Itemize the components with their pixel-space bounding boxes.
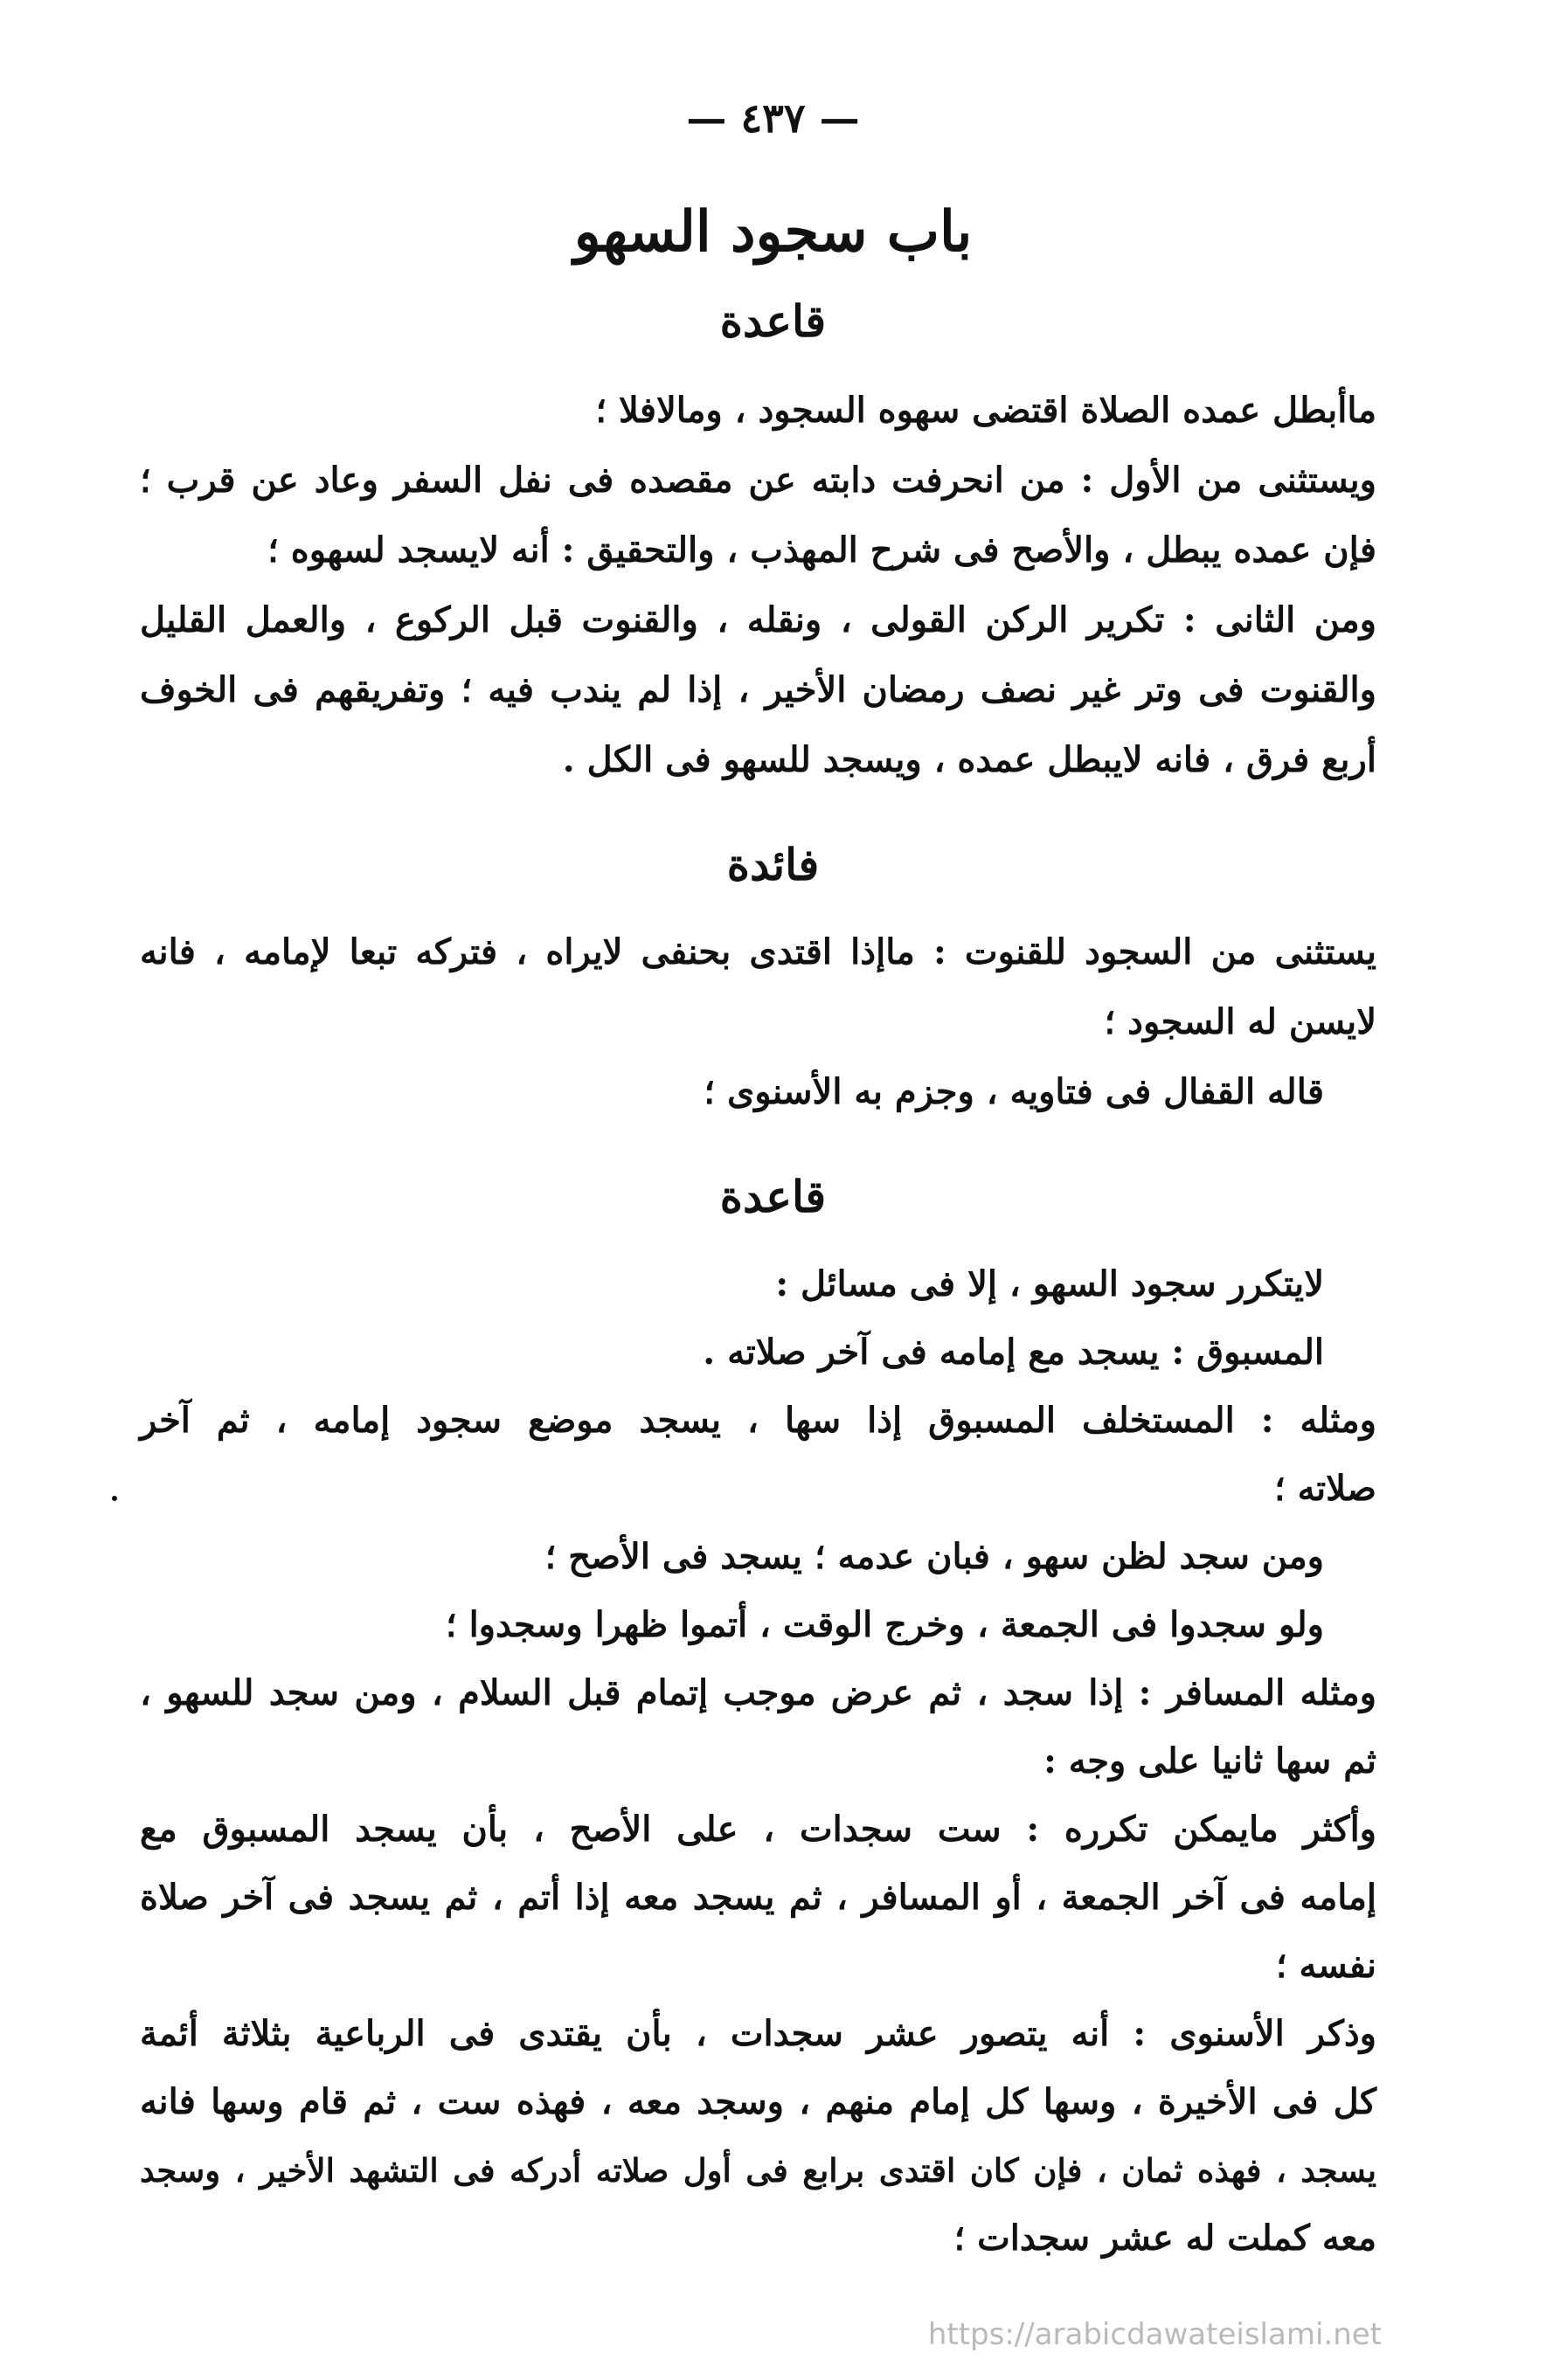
- section-heading-rule: قاعدة: [719, 295, 827, 347]
- text-line: نفسه ؛: [1275, 1945, 1376, 1986]
- text-line: ماأبطل عمده الصلاة اقتضى سهوه السجود ، ومالافلا ؛: [595, 390, 1376, 431]
- text-line: كل فى الأخيرة ، وسها كل إمام منهم ، وسجد معه ، فهذه ست ، ثم قام وسها فانه: [140, 2081, 1377, 2122]
- text-line: إمامه فى آخر الجمعة ، أو المسافر ، ثم يسجد معه إذا أتم ، ثم يسجد فى آخر صلاة: [140, 1877, 1376, 1918]
- text-line: فإن عمده يبطل ، والأصح فى شرح المهذب ، والتحقيق : أنه لايسجد لسهوه ؛: [267, 529, 1376, 571]
- text-line: وأكثر مايمكن تكرره : ست سجدات ، على الأصح ، بأن يسجد المسبوق مع: [140, 1809, 1376, 1850]
- text-line: ومثله : المستخلف المسبوق إذا سها ، يسجد موضع سجود إمامه ، ثم آخر: [140, 1400, 1376, 1441]
- section-heading-rule: قاعدة: [719, 1171, 827, 1222]
- text-line: قاله القفال فى فتاويه ، وجزم به الأسنوى ؛: [704, 1071, 1324, 1112]
- text-line: ولو سجدوا فى الجمعة ، وخرج الوقت ، أتموا ظهرا وسجدوا ؛: [445, 1604, 1324, 1645]
- page-number: — ٤٣٧ —: [686, 94, 860, 142]
- text-line: المسبوق : يسجد مع إمامه فى آخر صلاته .: [703, 1332, 1324, 1373]
- ink-speck: [112, 1496, 117, 1501]
- text-line: ومن الثانى : تكرير الركن القولى ، ونقله ، والقنوت قبل الركوع ، والعمل القليل: [140, 599, 1376, 640]
- text-line: لايسن له السجود ؛: [1104, 1001, 1376, 1042]
- chapter-title: باب سجود السهو: [573, 199, 973, 265]
- text-line: صلاته ؛: [1273, 1468, 1376, 1509]
- text-line: معه كملت له عشر سجدات ؛: [953, 2217, 1376, 2259]
- text-line: يستثنى من السجود للقنوت : ماإذا اقتدى بحنفى لايراه ، فتركه تبعا لإمامه ، فانه: [140, 931, 1376, 972]
- text-line: لايتكرر سجود السهو ، إلا فى مسائل :: [775, 1263, 1324, 1304]
- section-heading-benefit: فائدة: [726, 839, 820, 890]
- text-line: وذكر الأسنوى : أنه يتصور عشر سجدات ، بأن يقتدى فى الرباعية بثلاثة أئمة: [140, 2013, 1376, 2054]
- text-line: يسجد ، فهذه ثمان ، فإن كان اقتدى برابع فى أول صلاته أدركه فى التشهد الأخير ، وسجد: [140, 2151, 1376, 2190]
- text-line: والقنوت فى وتر غير نصف رمضان الأخير ، إذا لم يندب فيه ؛ وتفريقهم فى الخوف: [140, 669, 1376, 710]
- text-line: ومن سجد لظن سهو ، فبان عدمه ؛ يسجد فى الأصح ؛: [544, 1536, 1324, 1577]
- text-line: ثم سها ثانيا على وجه :: [1043, 1740, 1376, 1782]
- watermark-url: https://arabicdawateislami.net: [927, 2317, 1382, 2352]
- text-line: ومثله المسافر : إذا سجد ، ثم عرض موجب إتمام قبل السلام ، ومن سجد للسهو ،: [140, 1672, 1376, 1713]
- text-line: أربع فرق ، فانه لايبطل عمده ، ويسجد للسهو فى الكل .: [562, 739, 1376, 780]
- text-line: ويستثنى من الأول : من انحرفت دابته عن مقصده فى نفل السفر وعاد عن قرب ؛: [140, 460, 1376, 501]
